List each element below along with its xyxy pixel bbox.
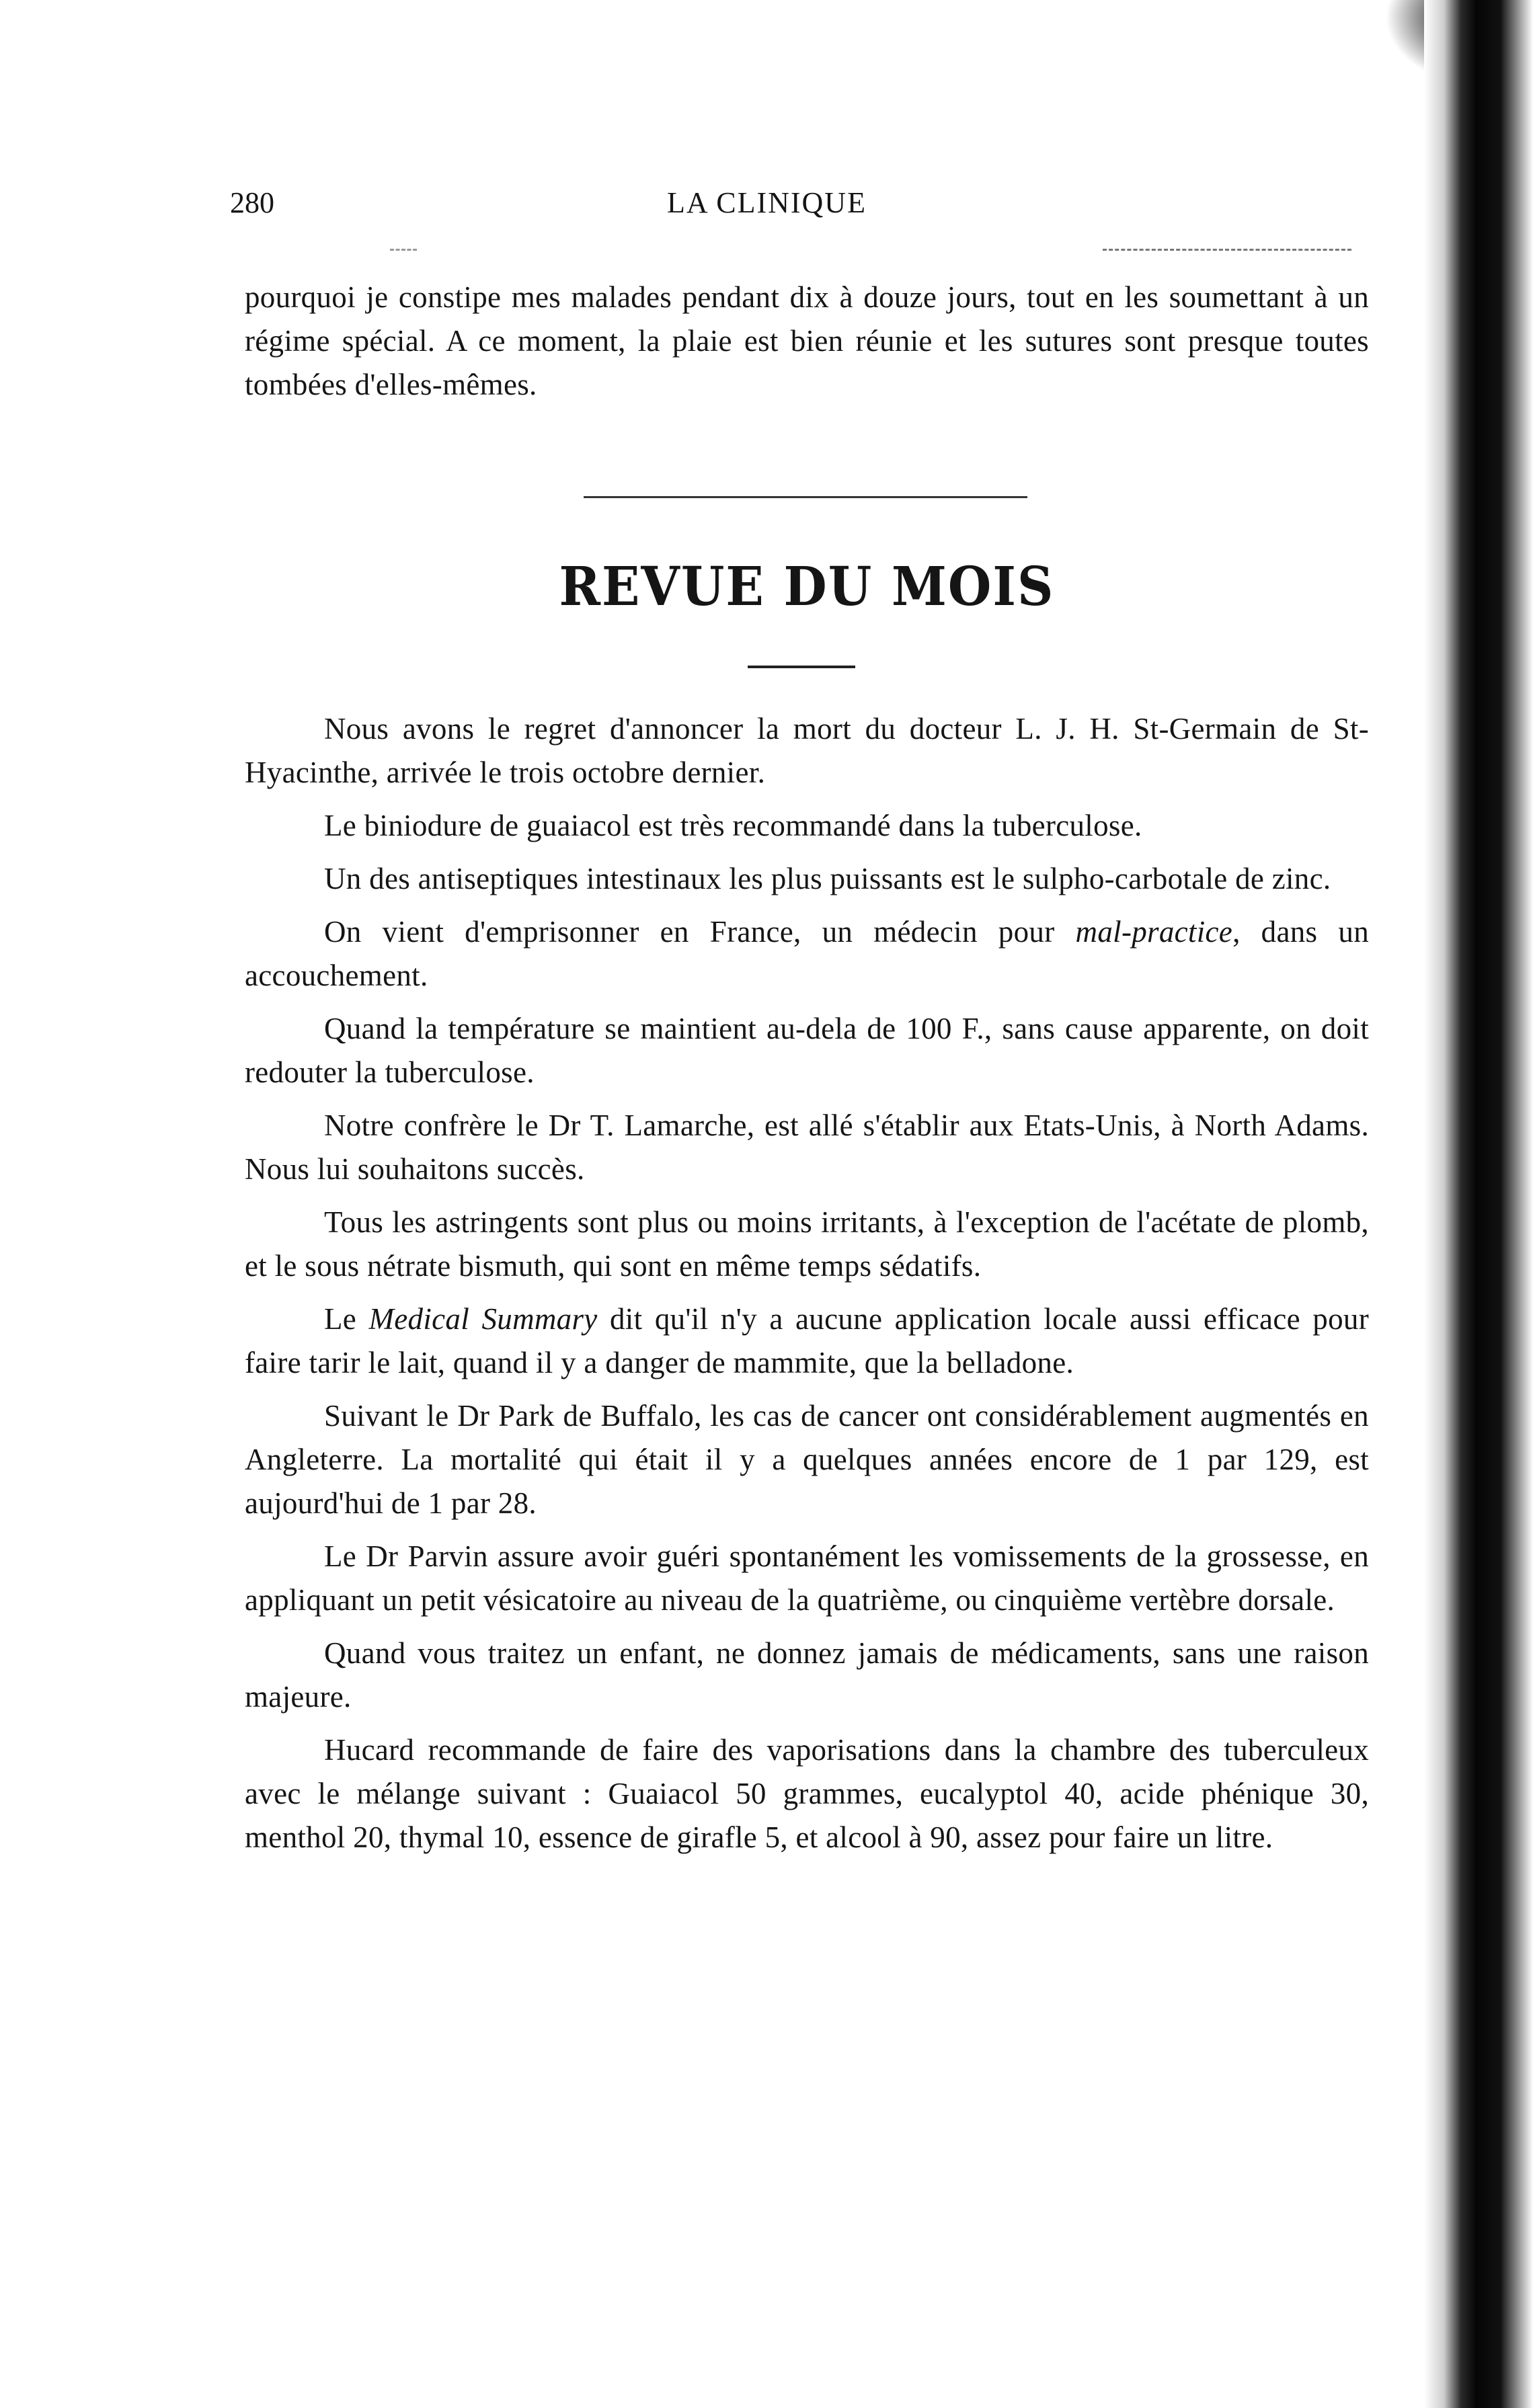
news-paragraph: Le biniodure de guaiacol est très recommandé dans la tuberculose. bbox=[324, 809, 1142, 842]
news-paragraph: Notre confrère le Dr T. Lamarche, est allé s'établir aux Etats-Unis, à North Adams. Nous lui souhaitons succès. bbox=[245, 1109, 1369, 1186]
news-text: dit qu'il n'y a aucune application locale aussi efficace pour faire tarir le lait, quand il y a danger de mammite, que la belladone. bbox=[245, 1302, 1369, 1379]
section-title: REVUE DU MOIS bbox=[559, 555, 1055, 618]
news-list bbox=[245, 707, 1369, 1869]
page-header bbox=[230, 186, 1346, 226]
news-paragraph: Hucard recommande de faire des vaporisations dans la chambre des tuberculeux avec le mélange suivant : Guaiacol 50 grammes, eucalyptol 40, acide phénique 30, menthol 20, thymal 10, essence de girafle 5, et alcool à 90, assez pour faire un litre. bbox=[245, 1733, 1369, 1854]
news-text: Le bbox=[324, 1302, 369, 1336]
news-paragraph bbox=[245, 1297, 1369, 1385]
news-paragraph: Un des antiseptiques intestinaux les plus puissants est le sulpho-carbotale de zinc. bbox=[324, 862, 1331, 895]
news-paragraph: Quand vous traitez un enfant, ne donnez jamais de médicaments, sans une raison majeure. bbox=[245, 1636, 1369, 1714]
news-paragraph: Quand la température se maintient au-dela de 100 F., sans cause apparente, on doit redouter la tuberculose. bbox=[245, 1012, 1369, 1089]
section-divider bbox=[584, 496, 1027, 498]
news-paragraph: Suivant le Dr Park de Buffalo, les cas de cancer ont considérablement augmentés en Angleterre. La mortalité qui était il y a quelques années encore de 1 par 129, est aujourd'hui de 1 par 28. bbox=[245, 1399, 1369, 1520]
news-paragraph bbox=[245, 910, 1369, 998]
news-italic-title: Medical Summary bbox=[368, 1302, 598, 1336]
news-text: , dans un accouchement. bbox=[245, 915, 1370, 992]
news-paragraph: Nous avons le regret d'annoncer la mort du docteur L. J. H. St-Germain de St-Hyacinthe, arrivée le trois octobre dernier. bbox=[245, 712, 1369, 789]
news-text: On vient d'emprisonner en France, un médecin pour bbox=[324, 915, 1076, 949]
scan-edge-shadow bbox=[1424, 0, 1533, 2408]
continuation-paragraph: pourquoi je constipe mes malades pendant dix à douze jours, tout en les soumettant à un régime spécial. A ce moment, la plaie est bien réunie et les sutures sont presque toutes tombées d'elles-mêmes. bbox=[245, 280, 1369, 401]
news-paragraph: Tous les astringents sont plus ou moins irritants, à l'exception de l'acétate de plomb, et le sous nétrate bismuth, qui sont en même temps sédatifs. bbox=[245, 1205, 1369, 1283]
header-rule bbox=[1103, 249, 1351, 251]
news-italic-term: mal-practice bbox=[1075, 915, 1233, 949]
page-number: 280 bbox=[230, 186, 274, 219]
header-rule-left bbox=[390, 249, 417, 251]
title-underline bbox=[748, 666, 855, 668]
running-title: LA CLINIQUE bbox=[667, 186, 867, 219]
news-paragraph: Le Dr Parvin assure avoir guéri spontanément les vomissements de la grossesse, en appliquant un petit vésicatoire au niveau de la quatrième, ou cinquième vertèbre dorsale. bbox=[245, 1539, 1369, 1617]
